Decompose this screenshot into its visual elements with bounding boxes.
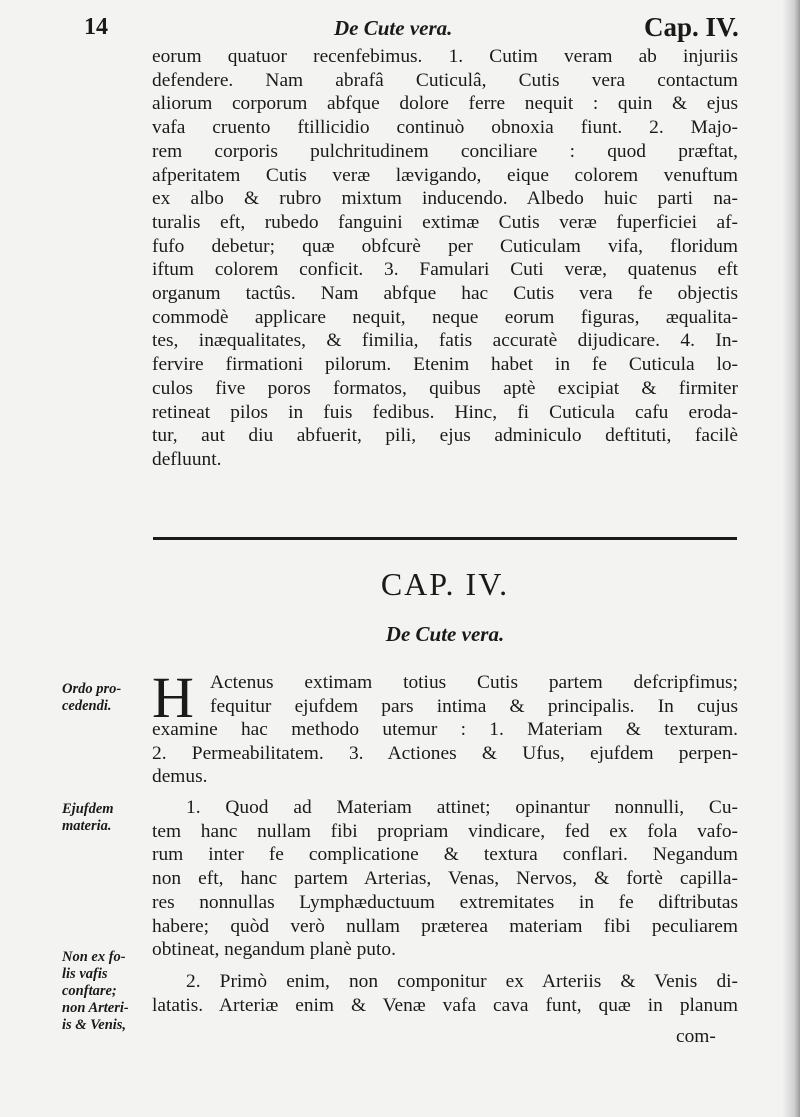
margin-note-line: Ejufdem (62, 801, 114, 817)
text-line: organum tactûs. Nam abfque hac Cutis vera fe objectis (152, 283, 738, 305)
text-line: non eft, hanc partem Arterias, Venas, Nervos, & fortè capilla- (152, 868, 738, 890)
margin-note-line: non Arteri- (62, 1000, 129, 1016)
text-line: fervire firmationi pilorum. Etenim habet in fe Cuticula lo- (152, 354, 738, 376)
section-rule (153, 537, 737, 540)
text-line: tur, aut diu abfuerit, pili, ejus adminiculo deftituti, facilè (152, 425, 738, 447)
margin-note-line: cedendi. (62, 698, 112, 714)
margin-note-line: lis vafis (62, 966, 108, 982)
text-line: defendere. Nam abrafâ Cuticulâ, Cutis vera contactum (152, 69, 738, 91)
text-line: demus. (152, 766, 208, 788)
text-line: retineat pilos in fuis fedibus. Hinc, fi Cuticula cafu eroda- (152, 401, 738, 423)
text-line: Actenus extimam totius Cutis partem defcripfimus; (210, 672, 738, 693)
margin-note (62, 949, 129, 1034)
text-line: commodè applicare nequit, neque eorum figuras, æqualita- (152, 306, 738, 328)
text-line: afperitatem Cutis veræ lævigando, eique colorem venuftum (152, 164, 738, 186)
margin-note (62, 681, 121, 715)
margin-note-line: conftare; (62, 983, 117, 999)
materia-paragraph (152, 796, 738, 962)
drop-cap: H (152, 665, 194, 730)
text-line: tem hanc nullam fibi propriam vindicare, fed ex fola vafo- (152, 820, 738, 842)
text-line: rem corporis pulchritudinem conciliare : quod præftat, (152, 140, 738, 162)
text-line: iftum colorem conficit. 3. Famulari Cuti veræ, quatenus eft (152, 259, 738, 281)
chapter-subtitle: De Cute vera. (385, 622, 505, 646)
intro-paragraph-continued (152, 718, 738, 789)
margin-note-line: materia. (62, 818, 112, 834)
text-line: ex albo & rubro mixtum inducendo. Albedo huic parti na- (152, 188, 738, 210)
text-line: 1. Quod ad Materiam attinet; opinantur nonnulli, Cu- (186, 797, 738, 818)
text-line: defluunt. (152, 448, 222, 470)
text-line: rum inter fe complicatione & textura conflari. Negandum (152, 844, 738, 866)
margin-note-line: is & Venis, (62, 1017, 127, 1033)
chapter-heading: CAP. IV. (380, 566, 510, 602)
page-header (0, 12, 800, 44)
page-edge-shadow (782, 0, 800, 1117)
running-title: De Cute vera. (334, 16, 453, 40)
catchword: com- (676, 1026, 716, 1047)
text-line: res nonnullas Lymphæductuum extremitates in fe diftributas (152, 891, 738, 913)
text-line: 2. Permeabilitatem. 3. Actiones & Ufus, ejufdem perpen- (152, 742, 738, 764)
margin-note (62, 801, 114, 835)
chapter-reference: Cap. IV. (644, 12, 739, 42)
continued-paragraph (152, 45, 738, 472)
text-line: vafa cruento ftillicidio continuò obnoxia fiunt. 2. Majo- (152, 117, 738, 139)
text-line: tes, inæqualitates, & fimilia, fatis accuratè dijudicare. 4. In- (152, 330, 738, 352)
text-line: latatis. Arteriæ enim & Venæ vafa cava funt, quæ in planum (152, 994, 738, 1016)
margin-note-line: Ordo pro- (62, 681, 122, 697)
text-line: aliorum corporum abfque dolore ferre nequit : quin & ejus (152, 93, 738, 115)
margin-note-line: Non ex fo- (62, 949, 126, 965)
text-line: fufo debetur; quæ obfcurè per Cuticulam vifa, floridum (152, 235, 738, 257)
text-line: eorum quatuor recenfebimus. 1. Cutim veram ab injuriis (152, 46, 738, 67)
text-line: examine hac methodo utemur : 1. Materiam & texturam. (152, 719, 738, 740)
text-line: fequitur ejufdem pars intima & principalis. In cujus (210, 695, 738, 717)
text-line: 2. Primò enim, non componitur ex Arteriis & Venis di- (186, 971, 738, 992)
page-number: 14 (84, 14, 108, 40)
intro-paragraph-start (210, 671, 738, 718)
text-line: turalis eft, rubedo fanguini extimæ Cutis veræ fuperficiei af- (152, 211, 738, 233)
text-line: obtineat, negandum planè puto. (152, 939, 396, 961)
text-line: culos five poros formatos, quibus aptè excipiat & firmiter (152, 377, 738, 399)
text-line: habere; quòd verò nullam præterea materiam fibi peculiarem (152, 915, 738, 937)
arteries-paragraph (152, 970, 738, 1017)
